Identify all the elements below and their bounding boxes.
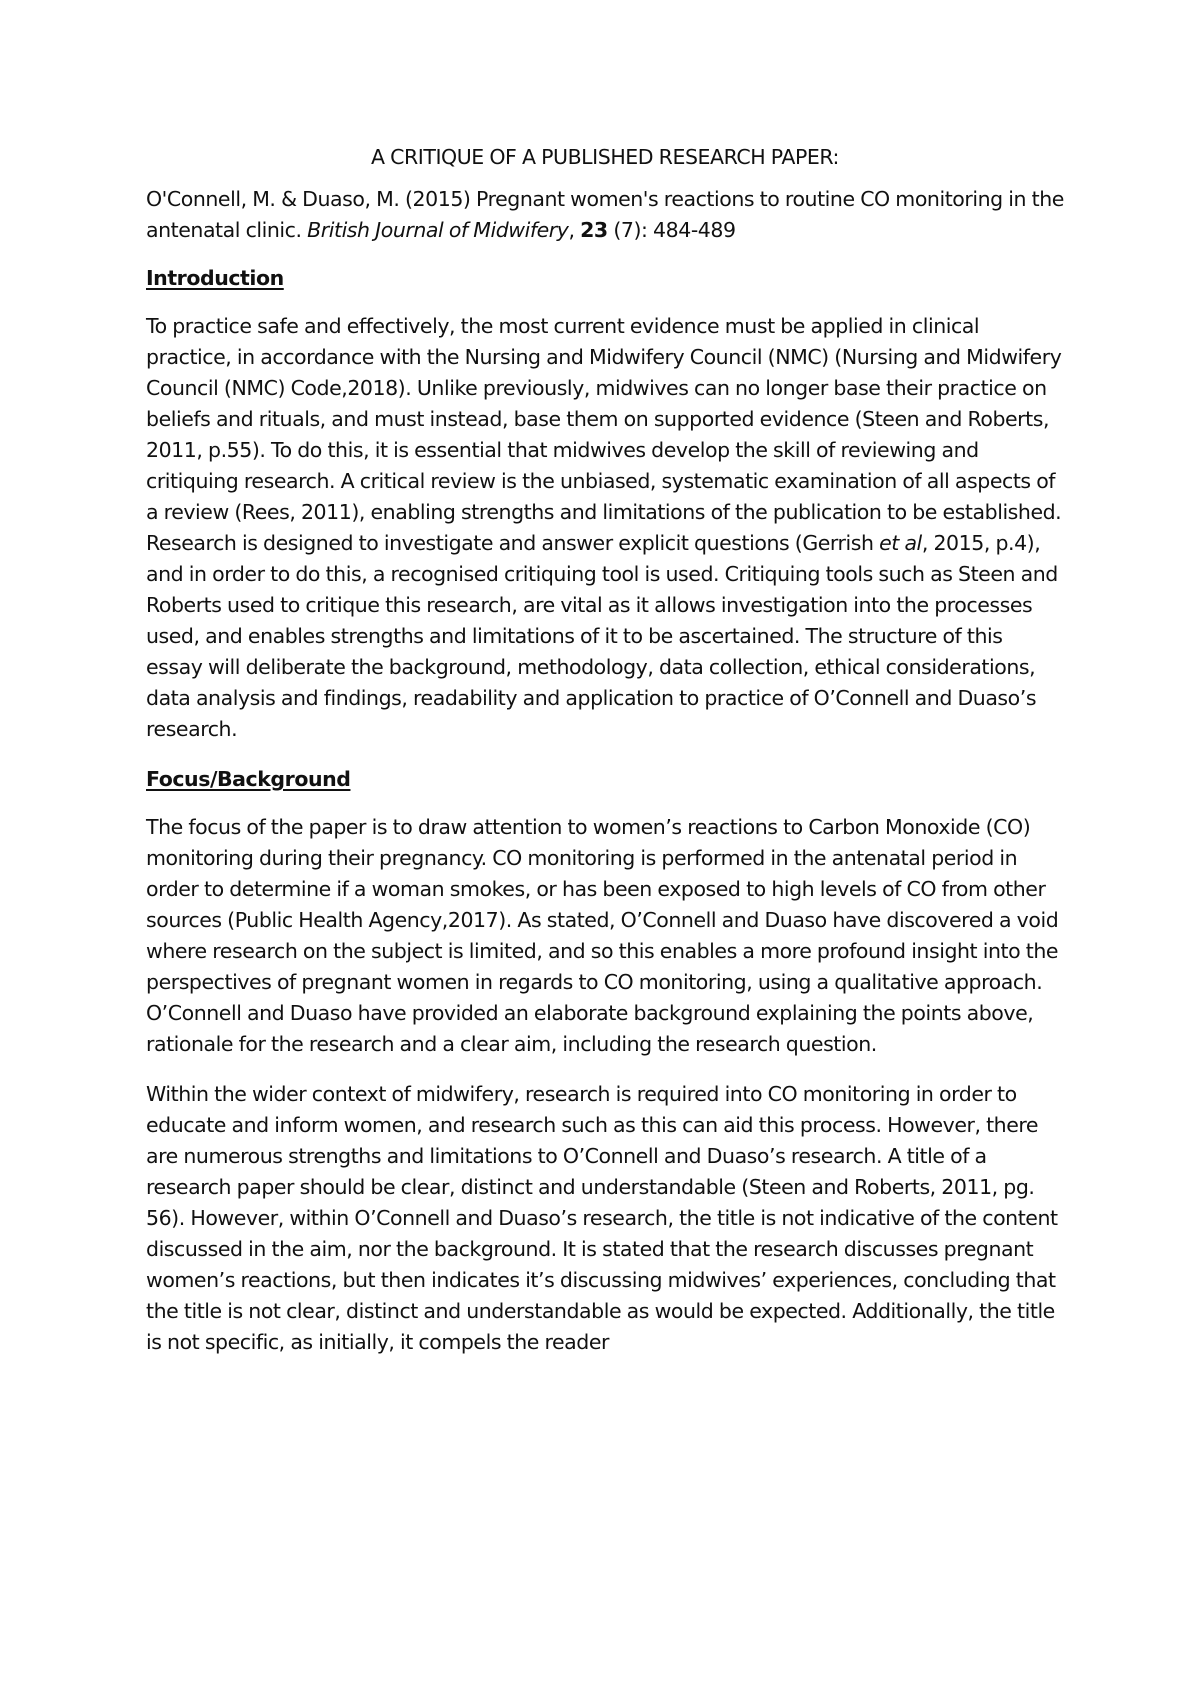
section-heading-focus-background: Focus/Background xyxy=(146,767,351,791)
introduction-paragraph xyxy=(146,311,1064,745)
document-title: A CRITIQUE OF A PUBLISHED RESEARCH PAPER: xyxy=(371,145,839,169)
reference-volume: 23 xyxy=(580,218,608,242)
focus-paragraph-1: The focus of the paper is to draw attention to women’s reactions to Carbon Monoxide (CO) monitoring during their pregnancy. CO monitoring is performed in the antenatal period in order to determine if a woman smokes, or has been exposed to high levels of CO from other sources (Public Health Agency,2017). As stated, O’Connell and Duaso have discovered a void where research on the subject is limited, and so this enables a more profound insight into the perspectives of pregnant women in regards to CO monitoring, using a qualitative approach. O’Connell and Duaso have provided an elaborate background explaining the points above, rationale for the research and a clear aim, including the research question. xyxy=(146,815,1059,1056)
focus-paragraph-2: Within the wider context of midwifery, research is required into CO monitoring in order to educate and inform women, and research such as this can aid this process. However, there are numerous strengths and limitations to O’Connell and Duaso’s research. A title of a research paper should be clear, distinct and understandable (Steen and Roberts, 2011, pg. 56). However, within O’Connell and Duaso’s research, the title is not indicative of the content discussed in the aim, nor the background. It is stated that the research discusses pregnant women’s reactions, but then indicates it’s discussing midwives’ experiences, concluding that the title is not clear, distinct and understandable as would be expected. Additionally, the title is not specific, as initially, it compels the reader xyxy=(146,1082,1058,1354)
introduction-et-al: et al xyxy=(879,531,922,555)
document-page xyxy=(146,142,1064,1377)
reference-authors-title: O'Connell, M. & Duaso, M. (2015) Pregnant women's reactions to routine CO monitoring in the antenatal clinic. xyxy=(146,187,1064,242)
introduction-text-part1: To practice safe and effectively, the most current evidence must be applied in clinical practice, in accordance with the Nursing and Midwifery Council (NMC) (Nursing and Midwifery Council (NMC) Code,2018). Unlike previously, midwives can no longer base their practice on beliefs and rituals, and must instead, base them on supported evidence (Steen and Roberts, 2011, p.55). To do this, it is essential that midwives develop the skill of reviewing and critiquing research. A critical review is the unbiased, systematic examination of all aspects of a review (Rees, 2011), enabling strengths and limitations of the publication to be established. Research is designed to investigate and answer explicit questions (Gerrish xyxy=(146,314,1062,555)
reference-separator: , xyxy=(568,218,575,242)
reference-issue-pages: (7): 484-489 xyxy=(613,218,736,242)
introduction-text-part2: , 2015, p.4), and in order to do this, a recognised critiquing tool is used. Critiquing tools such as Steen and Roberts used to critique this research, are vital as it allows investigation into the processes used, and enables strengths and limitations of it to be ascertained. The structure of this essay will deliberate the background, methodology, data collection, ethical considerations, data analysis and findings, readability and application to practice of O’Connell and Duaso’s research. xyxy=(146,531,1058,741)
reference-journal: British Journal of Midwifery xyxy=(307,218,569,242)
reference-citation xyxy=(146,184,1064,246)
section-heading-introduction: Introduction xyxy=(146,266,284,290)
